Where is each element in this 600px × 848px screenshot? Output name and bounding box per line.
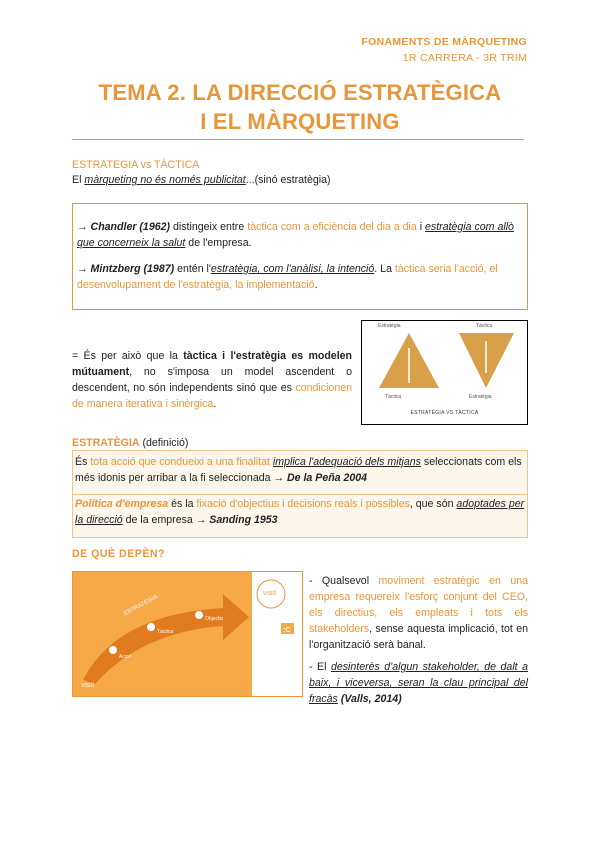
page-title-line1: TEMA 2. LA DIRECCIÓ ESTRATÈGICA [98,80,502,105]
fig1-label-bottom-right: Estratègia [469,394,492,400]
milestone-dot-3 [195,611,203,619]
fig2-label-strategy: ESTRATÈGIA [123,594,159,618]
section-heading-depends-on: DE QUÈ DEPÈN? [72,548,166,560]
milestone-dot-1 [109,646,117,654]
definition-sanding: Política d'empresa és la fixació d'objectius i decisions reals i possibles, que són adoptades per la direcció de la empresa → Sanding 1953 [75,498,525,526]
page-title-line2: I EL MÀRQUETING [200,109,400,134]
strategy-arrow [83,594,249,684]
fig2-label-vision-small: VISIÓ [81,683,95,689]
mutual-modelling-paragraph: = És per això que la tàctica i l'estratègia es modelen mútuament, no s'imposa un model ascendent o descendent, no són independents sinó que es condicionen de manera iterativa i sinèrgica. [72,350,352,410]
strategy-vs-tactics-figure [361,320,528,425]
fig1-label-top-left: Estratègia [378,323,401,329]
vision-strategy-figure [72,571,303,697]
stakeholders-failure-paragraph: - El desinterès d'algun stakeholder, de dalt a baix, i viceversa, seran la clau principal del fracàs (Valls, 2014) [309,661,528,705]
triangles-diagram [362,321,527,424]
fig2-label-vision-circle: VISIÓ [263,591,277,597]
mintzberg-paragraph: → Mintzberg (1987) entén l'estratègia, com l'anàlisi, la intenció. La tàctica seria l'acció, el desenvolupament de l'estratègia, la implementació. [77,263,498,291]
svg-text::C: :C [283,627,291,634]
definition-de-la-pena: És tota acció que condueixi a una finalitat implica l'adequació dels mitjans seleccionats com els més idonis per arribar a la fi seleccionada → De la Peña 2004 [75,456,522,484]
fig1-label-bottom-left: Tàctica [385,394,402,400]
milestone-dot-2 [147,623,155,631]
stakeholders-effort-paragraph: - Qualsevol moviment estratègic en una empresa requereix l'esforç conjunt del CEO, els directius, els empleats i tots els stakeholders, sense aquesta implicació, tot en l'organització serà banal. [309,575,529,651]
fig2-label-action: Acció [119,654,132,660]
section-intro: El màrqueting no és només publicitat...(sinó estratègia) [72,174,331,186]
section-heading-strategy-definition: ESTRATÈGIA (definició) [72,437,189,449]
fig2-label-tactic: Tàctica [157,629,174,635]
fig1-label-top-right: Tàctica [476,323,493,329]
fig1-caption: ESTRATÈGIA VS TÀCTICA [410,410,479,416]
course-name: FONAMENTS DE MÀRQUETING [361,36,527,48]
section-heading-strategy-vs-tactics: ESTRATEGIA vs TÀCTICA [72,159,200,171]
title-divider [72,139,524,140]
course-term: 1R CARRERA - 3R TRIM [402,52,527,64]
fig2-label-objective: Objectiu [205,616,224,622]
chandler-paragraph: → Chandler (1962) distingeix entre tàctica com a eficiència del dia a dia i estratègia com allò que concerneix la salut de l'empresa. [77,221,514,249]
